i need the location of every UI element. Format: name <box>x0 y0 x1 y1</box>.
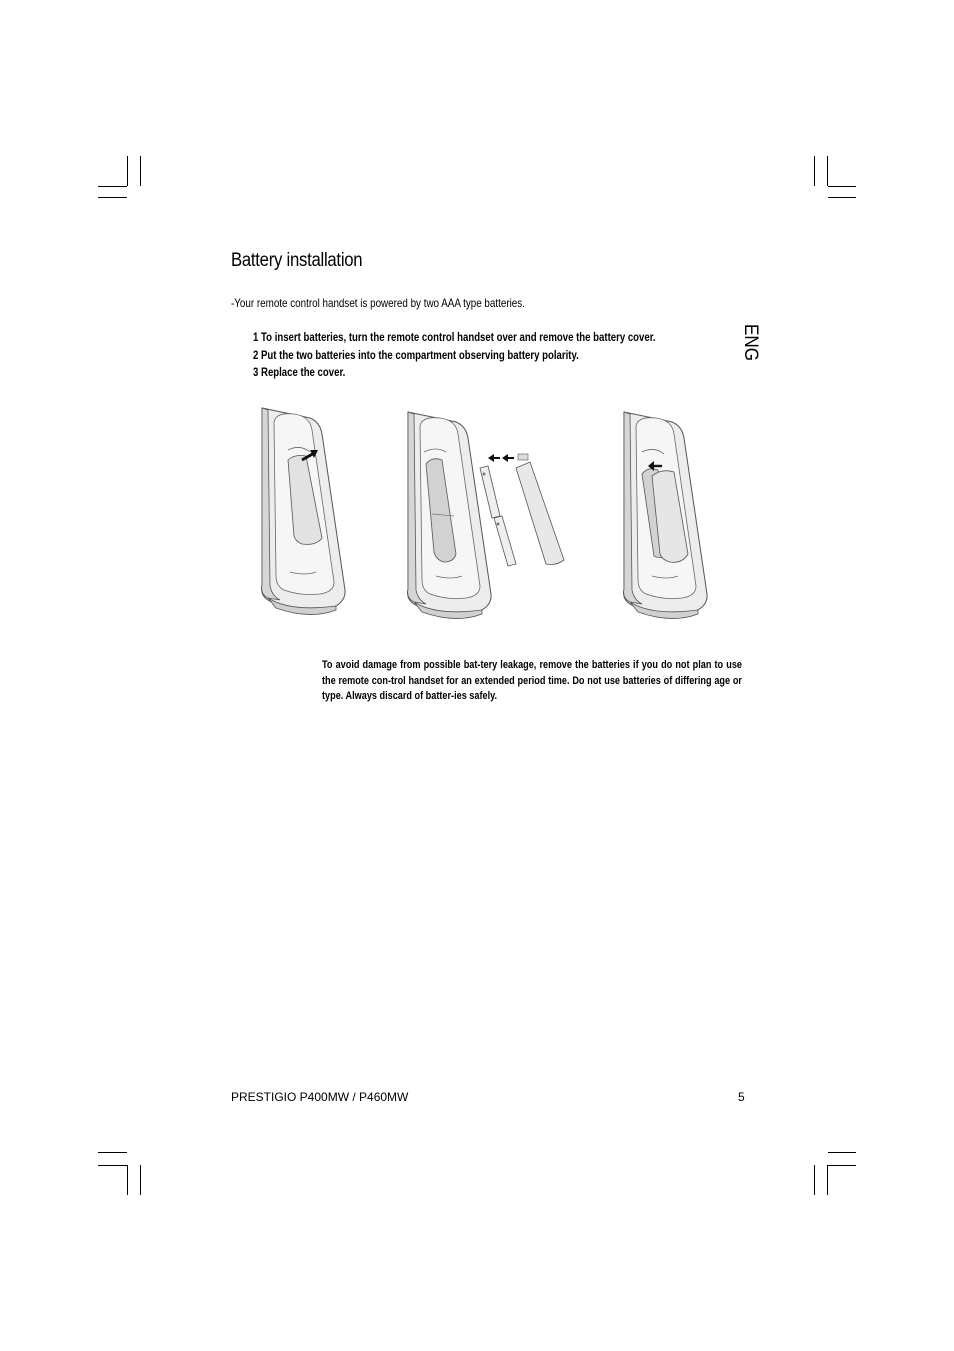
intro-text: -Your remote control handset is powered by two AAA type batteries. <box>231 296 525 310</box>
page-number: 5 <box>738 1090 745 1104</box>
left-arrow-icon <box>488 454 514 462</box>
remote-cover-replacement-illustration <box>624 412 707 619</box>
step-3: 3 Replace the cover. <box>253 365 346 379</box>
footer-model-name: PRESTIGIO P400MW / P460MW <box>231 1090 409 1104</box>
battery-lower-icon <box>494 516 516 566</box>
page-title: Battery installation <box>231 250 363 271</box>
steps-list <box>253 329 656 382</box>
language-tab: ENG <box>740 324 761 362</box>
battery-illustrations <box>250 400 730 620</box>
step-1: 1 To insert batteries, turn the remote control handset over and remove the battery cover. <box>253 330 656 344</box>
remote-battery-insertion-illustration <box>408 412 564 619</box>
remote-cover-removal-illustration <box>262 408 345 615</box>
step-2: 2 Put the two batteries into the compartment observing battery polarity. <box>253 347 579 362</box>
battery-upper-icon <box>480 466 500 518</box>
battery-warning-text: To avoid damage from possible bat-tery leakage, remove the batteries if you do not plan to use the remote con-trol handset for an extended period time. Do not use batteries of differing age or type. Always discard of batter-ies safely. <box>322 659 742 703</box>
battery-cover-icon <box>516 454 564 565</box>
